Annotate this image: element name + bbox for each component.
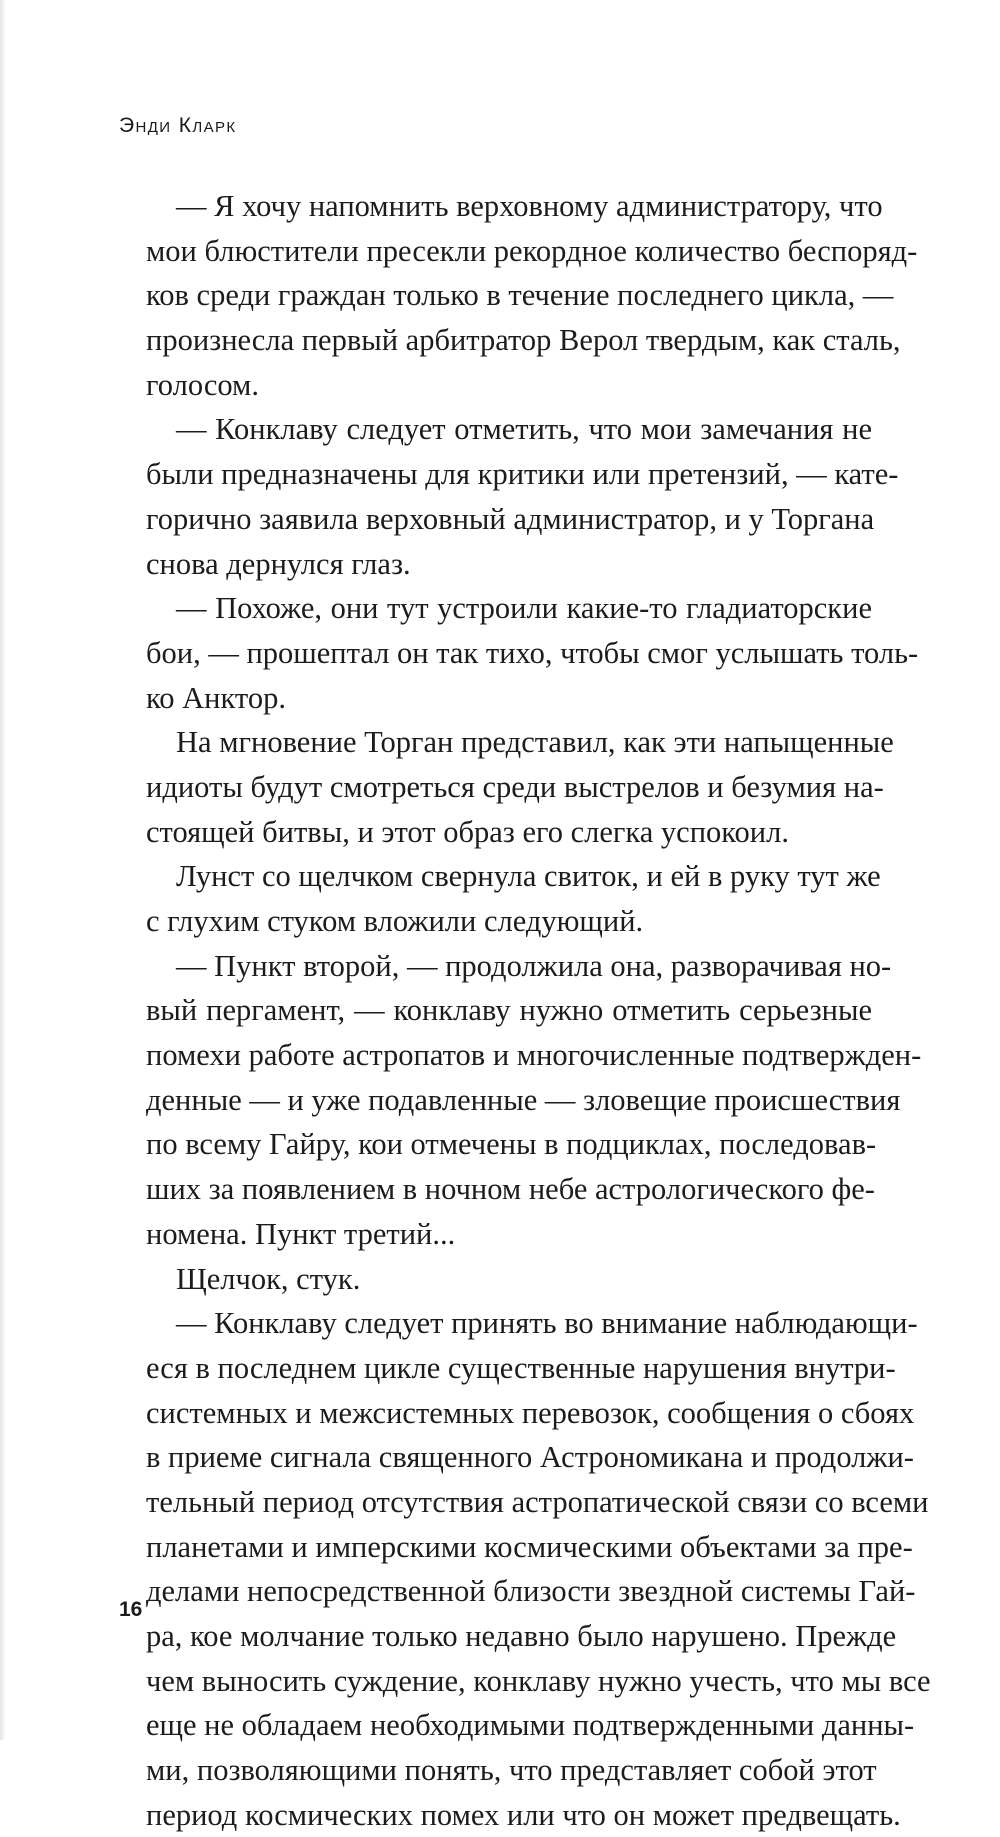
text-line: горично заявила верховный администратор, и у Торгана [146,501,875,536]
text-line: бои, — прошептал он так тихо, чтобы смог услышать толь- [146,635,919,670]
text-line: ра, кое молчание только недавно было нарушено. Прежде [146,1619,897,1653]
page-edge-shadow [0,0,6,1740]
text-line: период космических помех или что он может предвещать. [146,1797,901,1832]
text-line: снова дернулся глаз. [146,546,411,581]
text-line: — Конклаву следует отметить, что мои замечания не [176,412,872,447]
text-line: планетами и имперскими космическими объектами за пре- [146,1529,913,1564]
running-head-author: Энди Кларк [119,114,237,137]
page-number: 16 [119,1598,143,1621]
text-line: произнесла первый арбитратор Верол твердым, как сталь, [146,323,901,358]
text-line: в приеме сигнала священного Астрономикана и продолжи- [146,1440,914,1475]
text-line: тельный период отсутствия астропатической связи со всеми [146,1484,929,1519]
text-line: — Похоже, они тут устроили какие-то гладиаторские [176,591,872,626]
text-line: помехи работе астропатов и многочисленные подтвержден- [146,1038,922,1073]
text-line: Щелчок, стук. [176,1261,361,1296]
text-line: голосом. [146,367,259,402]
body-text [146,184,931,1837]
text-line: денные — и уже подавленные — зловещие происшествия [146,1082,901,1117]
text-line: ков среди граждан только в течение последнего цикла, — [146,278,894,313]
text-line: мои блюстители пресекли рекордное количество беспоряд- [146,233,918,268]
text-line: с глухим стуком вложили следующий. [146,904,644,938]
text-line: Лунст со щелчком свернула свиток, и ей в руку тут же [176,859,881,894]
text-line: были предназначены для критики или претензий, — кате- [146,457,899,492]
text-line: — Пункт второй, — продолжила она, разворачивая но- [176,948,892,983]
text-line: идиоты будут смотреться среди выстрелов и безумия на- [146,769,884,804]
text-line: еще не обладаем необходимыми подтвержденными данны- [146,1708,915,1743]
text-line: На мгновение Торган представил, как эти напыщенные [176,725,894,760]
text-line: системных и межсистемных перевозок, сообщения о сбоях [146,1395,915,1430]
text-line: ко Анктор. [146,680,286,715]
text-line: чем выносить суждение, конклаву нужно учесть, что мы все [146,1663,931,1698]
text-line: стоящей битвы, и этот образ его слегка успокоил. [146,814,789,849]
text-line: делами непосредственной близости звездной системы Гай- [146,1574,916,1609]
text-line: еся в последнем цикле существенные нарушения внутри- [146,1350,896,1385]
text-line: по всему Гайру, кои отмечены в подциклах, последовав- [146,1127,877,1162]
text-line: номена. Пункт третий... [146,1216,456,1251]
text-line: — Конклаву следует принять во внимание наблюдающи- [176,1306,918,1341]
text-line: ми, позволяющими понять, что представляет собой этот [146,1753,877,1788]
text-line: — Я хочу напомнить верховному администратору, что [176,189,883,223]
text-line: ших за появлением в ночном небе астрологического фе- [146,1172,875,1207]
text-line: вый пергамент, — конклаву нужно отметить серьезные [146,993,872,1028]
